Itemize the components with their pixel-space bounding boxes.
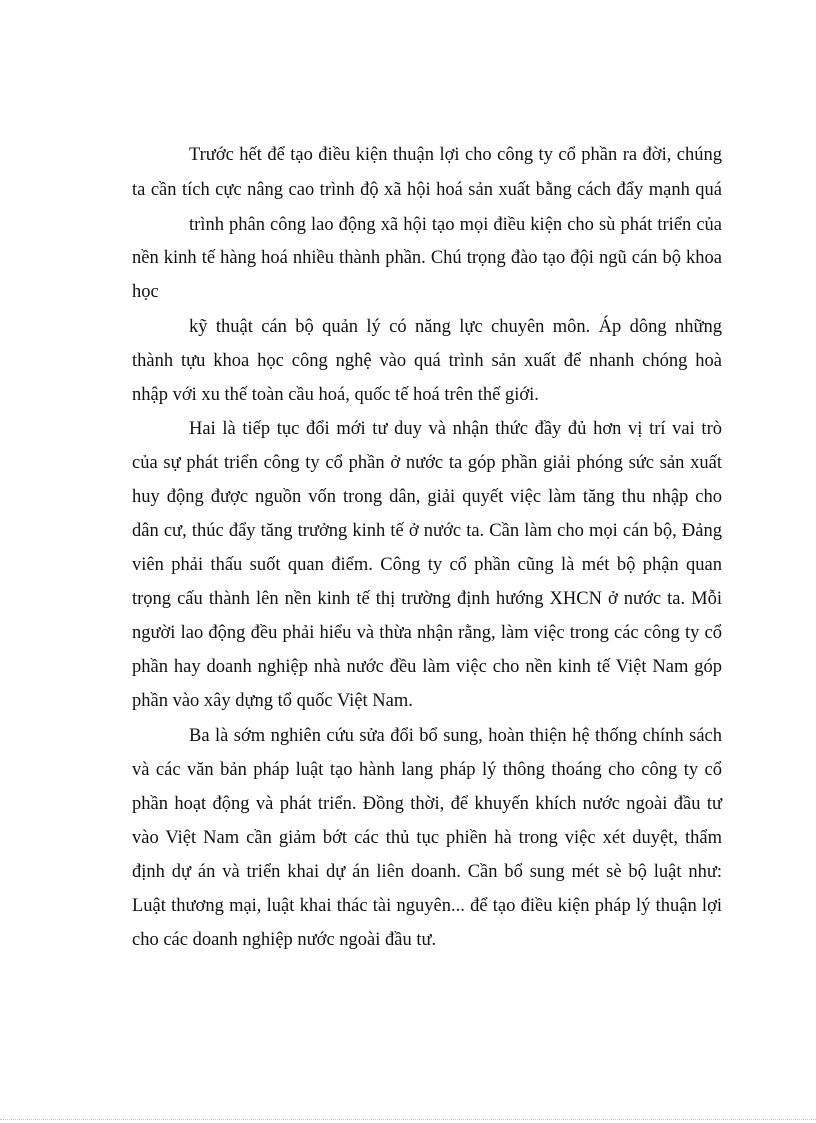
text-line: phần hoạt động và phát triển. Đồng thời, để khuyến khích nước ngoài đầu tư <box>132 794 722 814</box>
text-line: kỹ thuật cán bộ quản lý có năng lực chuyên môn. Áp dông những <box>189 317 722 337</box>
page-bottom-rule <box>0 1119 816 1120</box>
text-line: vào Việt Nam cần giảm bớt các thủ tục phiền hà trong việc xét duyệt, thẩm <box>132 828 722 848</box>
text-line: nhập với xu thế toàn cầu hoá, quốc tế hoá trên thế giới. <box>132 385 539 405</box>
text-line: cho các doanh nghiệp nước ngoài đầu tư. <box>132 930 437 950</box>
text-line: người lao động đều phải hiểu và thừa nhận rằng, làm việc trong các công ty cổ <box>132 623 722 643</box>
text-line: phần hay doanh nghiệp nhà nước đều làm việc cho nền kinh tế Việt Nam góp <box>132 657 722 677</box>
text-line: Hai là tiếp tục đổi mới tư duy và nhận thức đầy đủ hơn vị trí vai trò <box>189 419 722 439</box>
text-line: huy động được nguồn vốn trong dân, giải quyết việc làm tăng thu nhập cho <box>132 487 722 507</box>
text-line: của sự phát triển công ty cổ phần ở nước ta góp phần giải phóng sức sản xuất <box>132 453 722 473</box>
text-line: Luật thương mại, luật khai thác tài nguyên... để tạo điều kiện pháp lý thuận lợi <box>132 896 722 916</box>
text-line: trình phân công lao động xã hội tạo mọi điều kiện cho sù phát triển của <box>189 215 722 235</box>
text-line: ta cần tích cực nâng cao trình độ xã hội hoá sản xuất bằng cách đẩy mạnh quá <box>132 180 722 200</box>
text-line: định dự án và triển khai dự án liên doanh. Cần bổ sung mét sè bộ luật như: <box>132 862 722 882</box>
text-line: trọng cấu thành lên nền kinh tế thị trường định hướng XHCN ở nước ta. Mỗi <box>132 589 722 609</box>
text-line: và các văn bản pháp luật tạo hành lang pháp lý thông thoáng cho công ty cổ <box>132 760 722 780</box>
text-line: phần vào xây dựng tổ quốc Việt Nam. <box>132 691 413 711</box>
text-line: dân cư, thúc đẩy tăng trưởng kinh tế ở nước ta. Cần làm cho mọi cán bộ, Đảng <box>132 521 722 541</box>
text-line: viên phải thấu suốt quan điểm. Công ty cổ phần cũng là mét bộ phận quan <box>132 555 722 575</box>
text-line: Ba là sớm nghiên cứu sửa đổi bổ sung, hoàn thiện hệ thống chính sách <box>189 726 722 746</box>
text-line: Trước hết để tạo điều kiện thuận lợi cho công ty cổ phần ra đời, chúng <box>189 145 722 165</box>
text-line: thành tựu khoa học công nghệ vào quá trình sản xuất để nhanh chóng hoà <box>132 351 722 371</box>
text-line: học <box>132 282 159 302</box>
text-line: nền kinh tế hàng hoá nhiều thành phần. Chú trọng đào tạo đội ngũ cán bộ khoa <box>132 248 722 268</box>
